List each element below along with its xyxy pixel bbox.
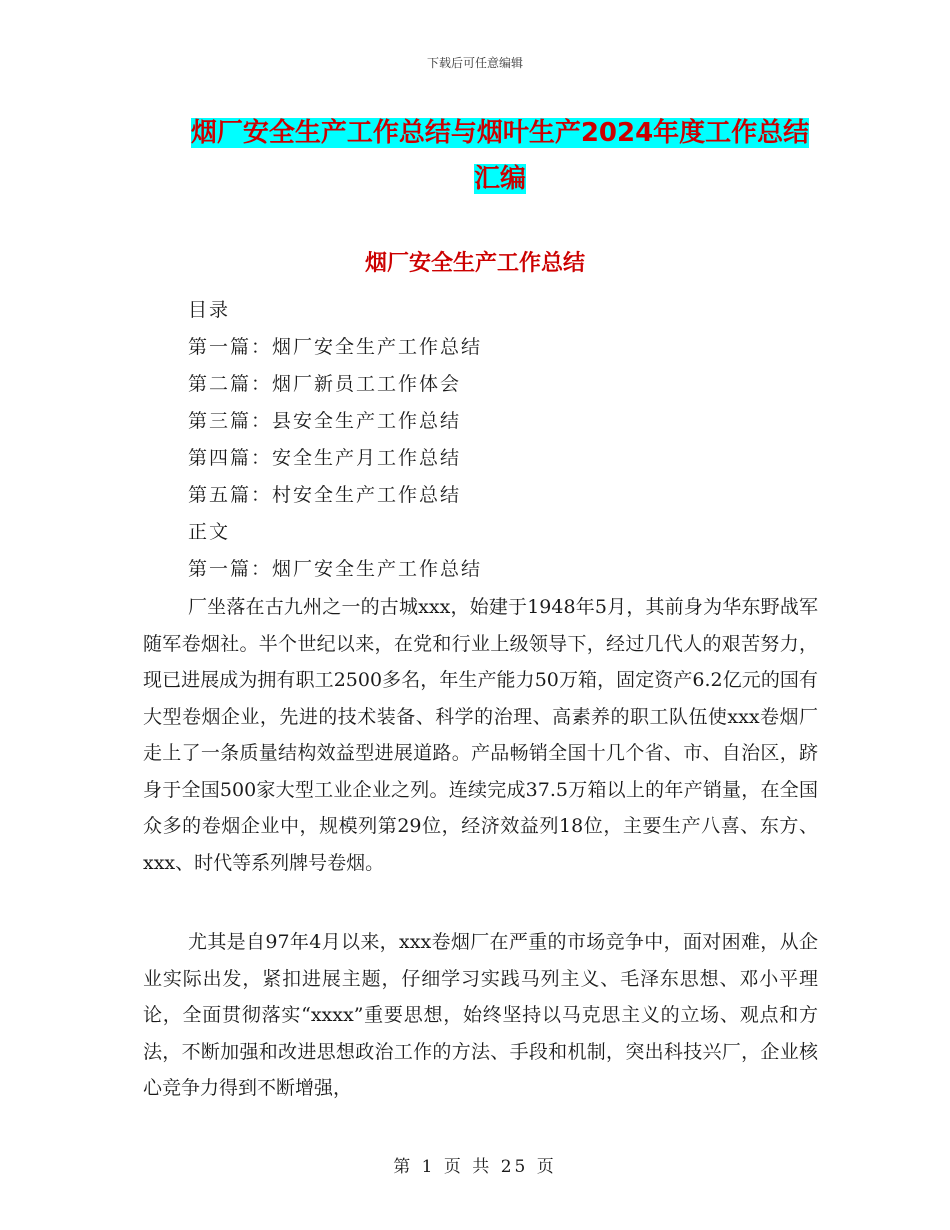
header-note: 下载后可任意编辑 (426, 56, 523, 70)
toc-item: 第五篇：村安全生产工作总结 (188, 484, 462, 506)
table-of-contents (188, 292, 828, 588)
toc-item: 第三篇：县安全生产工作总结 (188, 410, 462, 432)
document-title-line2: 汇编 (473, 164, 526, 194)
section-title: 烟厂安全生产工作总结 (364, 251, 585, 276)
toc-item: 第一篇：烟厂安全生产工作总结 (188, 336, 483, 358)
body-paragraph: 尤其是自97年4月以来，xxx卷烟厂在严重的市场竞争中，面对困难，从企业实际出发，紧扣进展主题，仔细学习实践马列主义、毛泽东思想、邓小平理论，全面贯彻落实“xxxx”重要思想，始终坚持以马克思主义的立场、观点和方法，不断加强和改进思想政治工作的方法、手段和机制，突出科技兴厂，企业核心竞争力得到不断增强， (143, 931, 818, 1099)
toc-item: 第二篇：烟厂新员工工作体会 (188, 373, 462, 395)
chapter-heading: 第一篇：烟厂安全生产工作总结 (188, 558, 483, 580)
page-number: 第 1 页 共 25 页 (393, 1157, 557, 1177)
document-title-line1: 烟厂安全生产工作总结与烟叶生产2024年度工作总结 (190, 118, 810, 148)
document-title (140, 110, 860, 202)
body-label: 正文 (188, 521, 231, 543)
toc-item: 第四篇：安全生产月工作总结 (188, 447, 462, 469)
body-paragraph: 厂坐落在古九州之一的古城xxx，始建于1948年5月，其前身为华东野战军随军卷烟社。半个世纪以来，在党和行业上级领导下，经过几代人的艰苦努力，现已进展成为拥有职工2500多名，年生产能力50万箱，固定资产6.2亿元的国有大型卷烟企业，先进的技术装备、科学的治理、高素养的职工队伍使xxx卷烟厂走上了一条质量结构效益型进展道路。产品畅销全国十几个省、市、自治区，跻身于全国500家大型工业企业之列。连续完成37.5万箱以上的年产销量，在全国众多的卷烟企业中，规模列第29位，经济效益列18位，主要生产八喜、东方、xxx、时代等系列牌号卷烟。 (143, 596, 818, 874)
toc-heading: 目录 (188, 299, 231, 321)
